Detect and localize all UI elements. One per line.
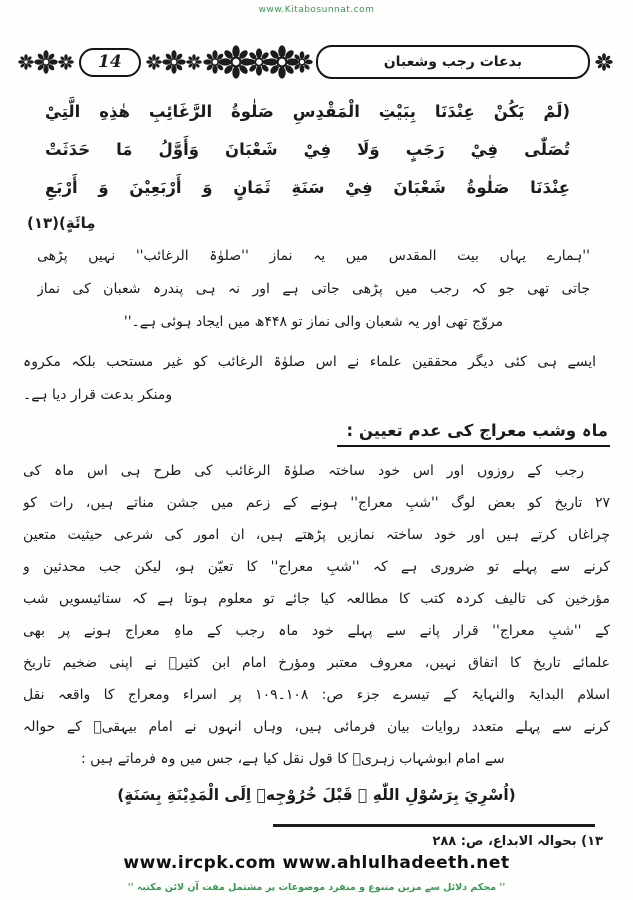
section-heading: ماہ وشب معراج کی عدم تعیین : (337, 421, 610, 447)
footnote-divider (273, 824, 595, 827)
urdu-paragraph (23, 455, 610, 775)
urdu-line: ۲۷ تاریخ کو بعض لوگ ''شبِ معراج'' ہونے کے زعم میں جشن مناتے ہیں، رات کو (23, 495, 610, 511)
floral-ornament-icon (146, 50, 202, 74)
footnote-reference: ۱۳) بحوالہ الابداع، ص: ۲۸۸ (432, 833, 603, 849)
book-title: بدعات رجب وشعبان (383, 54, 522, 70)
arabic-line: تُصَلّٰى فِيْ رَجَبٍ وَلَا فِيْ شَعْبَانَ وَأَوَّلُ مَا حَدَثَتْ (45, 140, 570, 159)
page-body (0, 93, 633, 775)
urdu-line: سے امام ابوشہاب زہریؒ کا قول نقل کیا ہے، جس میں وہ فرماتے ہیں : (81, 751, 505, 767)
floral-ornament-icon (595, 53, 613, 71)
book-title-cartouche (316, 45, 590, 79)
urdu-line: مروّج تھی اور یہ شعبان والی نماز تو ۴۴۸ھ میں ایجاد ہوئی ہے۔'' (123, 314, 504, 330)
urdu-line: چراغاں کرتے ہیں اور خود ساختہ نمازیں پڑھتے ہیں، ان امور کی شرعی حیثیت متعین (23, 527, 610, 543)
arabic-quotation-block (27, 93, 570, 239)
urdu-line: کرنے سے پہلے تو ضروری ہے کہ ''شبِ معراج'' کا تعیّن ہو، لیکن جب محدثین و (23, 559, 610, 575)
urdu-line: اسلام البدایۃ والنہایۃ کے تیسرے جزء ص: ۱۰۸۔۱۰۹ پر اسراء ومعراج کا واقعہ نقل (23, 687, 610, 703)
urdu-paragraph (23, 346, 610, 412)
urdu-line: مؤرخین کی تالیف کردہ کتب کا مطالعہ کیا جائے تو معلوم ہوتا ہے کہ ستائیسویں شب (23, 591, 610, 607)
floral-knot-icon (207, 45, 309, 79)
urdu-line: کرنے سے پہلے متعدد روایات بیان فرمائی ہیں، وہاں انہوں نے امام بیہقیؒ کے حوالہ (23, 719, 610, 735)
urdu-line: ومنکر بدعت قرار دیا ہے۔ (23, 387, 173, 403)
arabic-hadith-quote: (اُسْرِيَ بِرَسُوْلِ اللّٰهِ ﷺ قَبْلَ خُرُوْجِهٖ اِلَى الْمَدِيْنَةِ بِسَنَةٍ) (117, 786, 516, 804)
header-ornament-band (18, 41, 613, 83)
section-heading-row (23, 421, 610, 447)
arabic-line: (لَمْ يَكُنْ عِنْدَنَا بِبَيْتِ الْمَقْدِسِ صَلٰوةُ الرَّغَائِبِ هٰذِهِ الَّتِيْ (45, 102, 570, 121)
urdu-line: علمائے تاریخ کا اتفاق نہیں، معروف معتبر ومؤرخ امام ابن کثیرؒ نے اپنی ضخیم تاریخ (23, 655, 610, 671)
arabic-line: عِنْدَنَا صَلٰوةُ شَعْبَانَ فِيْ سَنَةِ ثَمَانٍ وَ أَرْبَعِيْنَ وَ أَرْبَعِ (45, 178, 570, 197)
urdu-line: ایسے ہی کئی دیگر محققین علماء نے اس صلوٰۃ الرغائب کو غیر مستحب بلکہ مکروہ (23, 354, 596, 370)
footer-tagline: '' محکم دلائل سے مزین متنوع و منفرد موضوعات پر مشتمل مفت آن لائن مکتبہ '' (127, 882, 506, 893)
urdu-translation-paragraph (37, 240, 590, 339)
arabic-line-with-footnote-ref: مِائَةٍ)(۱۳) (27, 214, 96, 232)
watermark-url-top: www.Kitabosunnat.com (258, 5, 375, 15)
footer-urls: www.ircpk.com www.ahlulhadeeth.net (123, 853, 510, 873)
urdu-line: رجب کے روزوں اور اس خود ساختہ صلوٰۃ الرغائب کی طرح ہی اس ماہ کی (23, 463, 584, 479)
urdu-line: جاتی تھی جو کہ رجب میں پڑھی جاتی ہے اور نہ ہی پندرہ شعبان کی نماز (37, 281, 590, 297)
floral-ornament-icon (18, 50, 74, 74)
urdu-line: کے ''شبِ معراج'' قرار پانے سے پہلے خود ماہ رجب کے ماہِ معراج ہونے پر بھی (23, 623, 610, 639)
urdu-line: ''ہمارے یہاں بیت المقدس میں یہ نماز ''صلوٰۃ الرغائب'' نہیں پڑھی (37, 248, 590, 264)
page-number: 14 (79, 48, 141, 77)
